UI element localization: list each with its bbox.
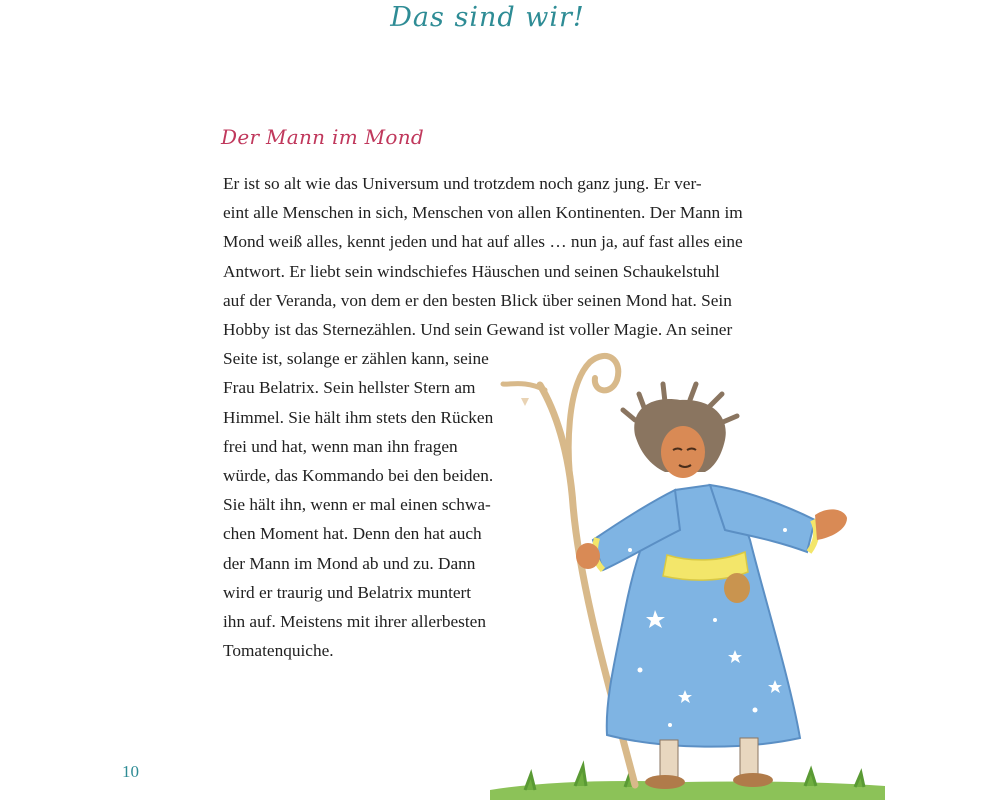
head (623, 384, 737, 478)
body-line: würde, das Kommando bei den beiden. (223, 466, 494, 486)
body-line: Himmel. Sie hält ihm stets den Rücken (223, 407, 494, 427)
body-line: Er ist so alt wie das Universum und trotzdem noch ganz jung. Er ver- (223, 174, 702, 193)
page-header-title: Das sind wir! (390, 2, 585, 33)
body-line: frei und hat, wenn man ihn fragen (223, 436, 458, 456)
page-number: 10 (122, 762, 139, 781)
body-line: chen Moment hat. Denn den hat auch (223, 524, 482, 544)
body-line: eint alle Menschen in sich, Menschen von allen Kontinenten. Der Mann im (223, 203, 743, 223)
blue-robe (593, 485, 816, 747)
body-line: Hobby ist das Sternezählen. Und sein Gewand ist voller Magie. An seiner (223, 320, 733, 340)
body-line: Sie hält ihn, wenn er mal einen schwa- (223, 495, 491, 515)
body-line: Seite ist, solange er zählen kann, seine (223, 349, 489, 369)
body-line: Tomatenquiche. (223, 641, 334, 661)
body-line: Frau Belatrix. Sein hellster Stern am (223, 378, 476, 398)
section-title: Der Mann im Mond (221, 125, 425, 149)
right-hand (815, 509, 847, 540)
body-line: Antwort. Er liebt sein windschiefes Häuschen und seinen Schaukelstuhl (223, 261, 720, 281)
body-line: wird er traurig und Belatrix muntert (223, 582, 472, 602)
body-line: auf der Veranda, von dem er den besten Blick über seinen Mond hat. Sein (223, 290, 732, 310)
man-in-the-moon-illustration (485, 340, 900, 800)
body-line: der Mann im Mond ab und zu. Dann (223, 553, 476, 573)
left-hand (576, 543, 600, 569)
body-line: Mond weiß alles, kennt jeden und hat auf alles … nun ja, auf fast alles eine (223, 232, 743, 252)
body-line: ihn auf. Meistens mit ihrer allerbesten (223, 612, 486, 632)
grass-ground (490, 766, 885, 800)
